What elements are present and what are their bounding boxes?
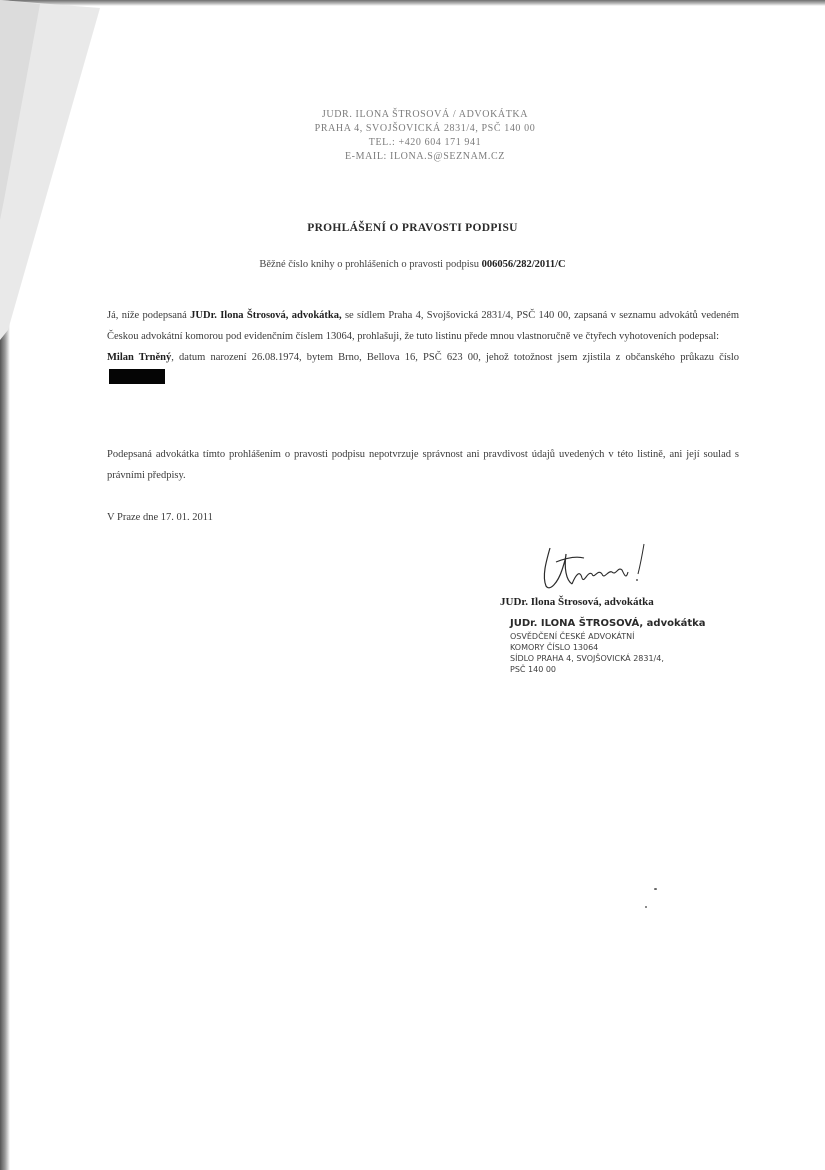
letterhead (230, 108, 620, 164)
signatory-name: Milan Trněný (107, 352, 172, 363)
attorney-name: JUDr. Ilona Štrosová, advokátka, (190, 310, 342, 321)
letterhead-name: JUDR. ILONA ŠTROSOVÁ / ADVOKÁTKA (321, 109, 529, 120)
letterhead-phone: TEL.: +420 604 171 941 (368, 137, 482, 148)
scan-speck (645, 906, 647, 908)
handwritten-signature (536, 540, 666, 600)
scan-speck (654, 888, 657, 890)
letterhead-email: E-MAIL: ILONA.S@SEZNAM.CZ (344, 151, 506, 162)
signer-name: JUDr. Ilona Štrosová, advokátka (500, 596, 654, 608)
reference-label: Běžné číslo knihy o prohlášeních o pravosti podpisu (259, 259, 482, 270)
stamp-line-4: PSČ 140 00 (510, 665, 557, 674)
stamp-name: JUDr. ILONA ŠTROSOVÁ, advokátka (510, 618, 706, 629)
stamp-line-3: SÍDLO PRAHA 4, SVOJŠOVICKÁ 2831/4, (510, 654, 664, 663)
declaration-body: se sídlem Praha 4, Svojšovická 2831/4, PSČ 140 00, zapsaná v seznamu advokátů vedeném Českou advokátní komorou pod evidenčním číslem 13064, prohlašuji, že tuto listinu přede mnou vlastnoručně ve čtyřech vyhotoveních podepsal: (107, 310, 739, 342)
declaration-paragraph (107, 305, 739, 389)
scan-shadow (0, 0, 110, 340)
place-date: V Praze dne 17. 01. 2011 (107, 512, 213, 523)
scan-top-edge (0, 0, 825, 6)
stamp-line-2: KOMORY ČÍSLO 13064 (510, 643, 599, 652)
signatory-details: , datum narození 26.08.1974, bytem Brno, Bellova 16, PSČ 623 00, jehož totožnost jsem zjistila z občanského průkazu číslo (171, 352, 739, 363)
disclaimer-paragraph: Podepsaná advokátka tímto prohlášením o pravosti podpisu nepotvrzuje správnost ani pravdivost údajů uvedených v této listině, ani její soulad s právními předpisy. (107, 449, 739, 481)
reference-number: 006056/282/2011/C (481, 259, 566, 270)
declaration-intro: Já, níže podepsaná (107, 310, 191, 321)
document-title: PROHLÁŠENÍ O PRAVOSTI PODPISU (307, 222, 518, 234)
stamp-line-1: OSVĚDČENÍ ČESKÉ ADVOKÁTNÍ (510, 632, 635, 641)
attorney-stamp (510, 617, 706, 675)
letterhead-address: PRAHA 4, SVOJŠOVICKÁ 2831/4, PSČ 140 00 (314, 123, 536, 134)
reference-line (0, 259, 825, 270)
redaction-bar (109, 369, 165, 384)
